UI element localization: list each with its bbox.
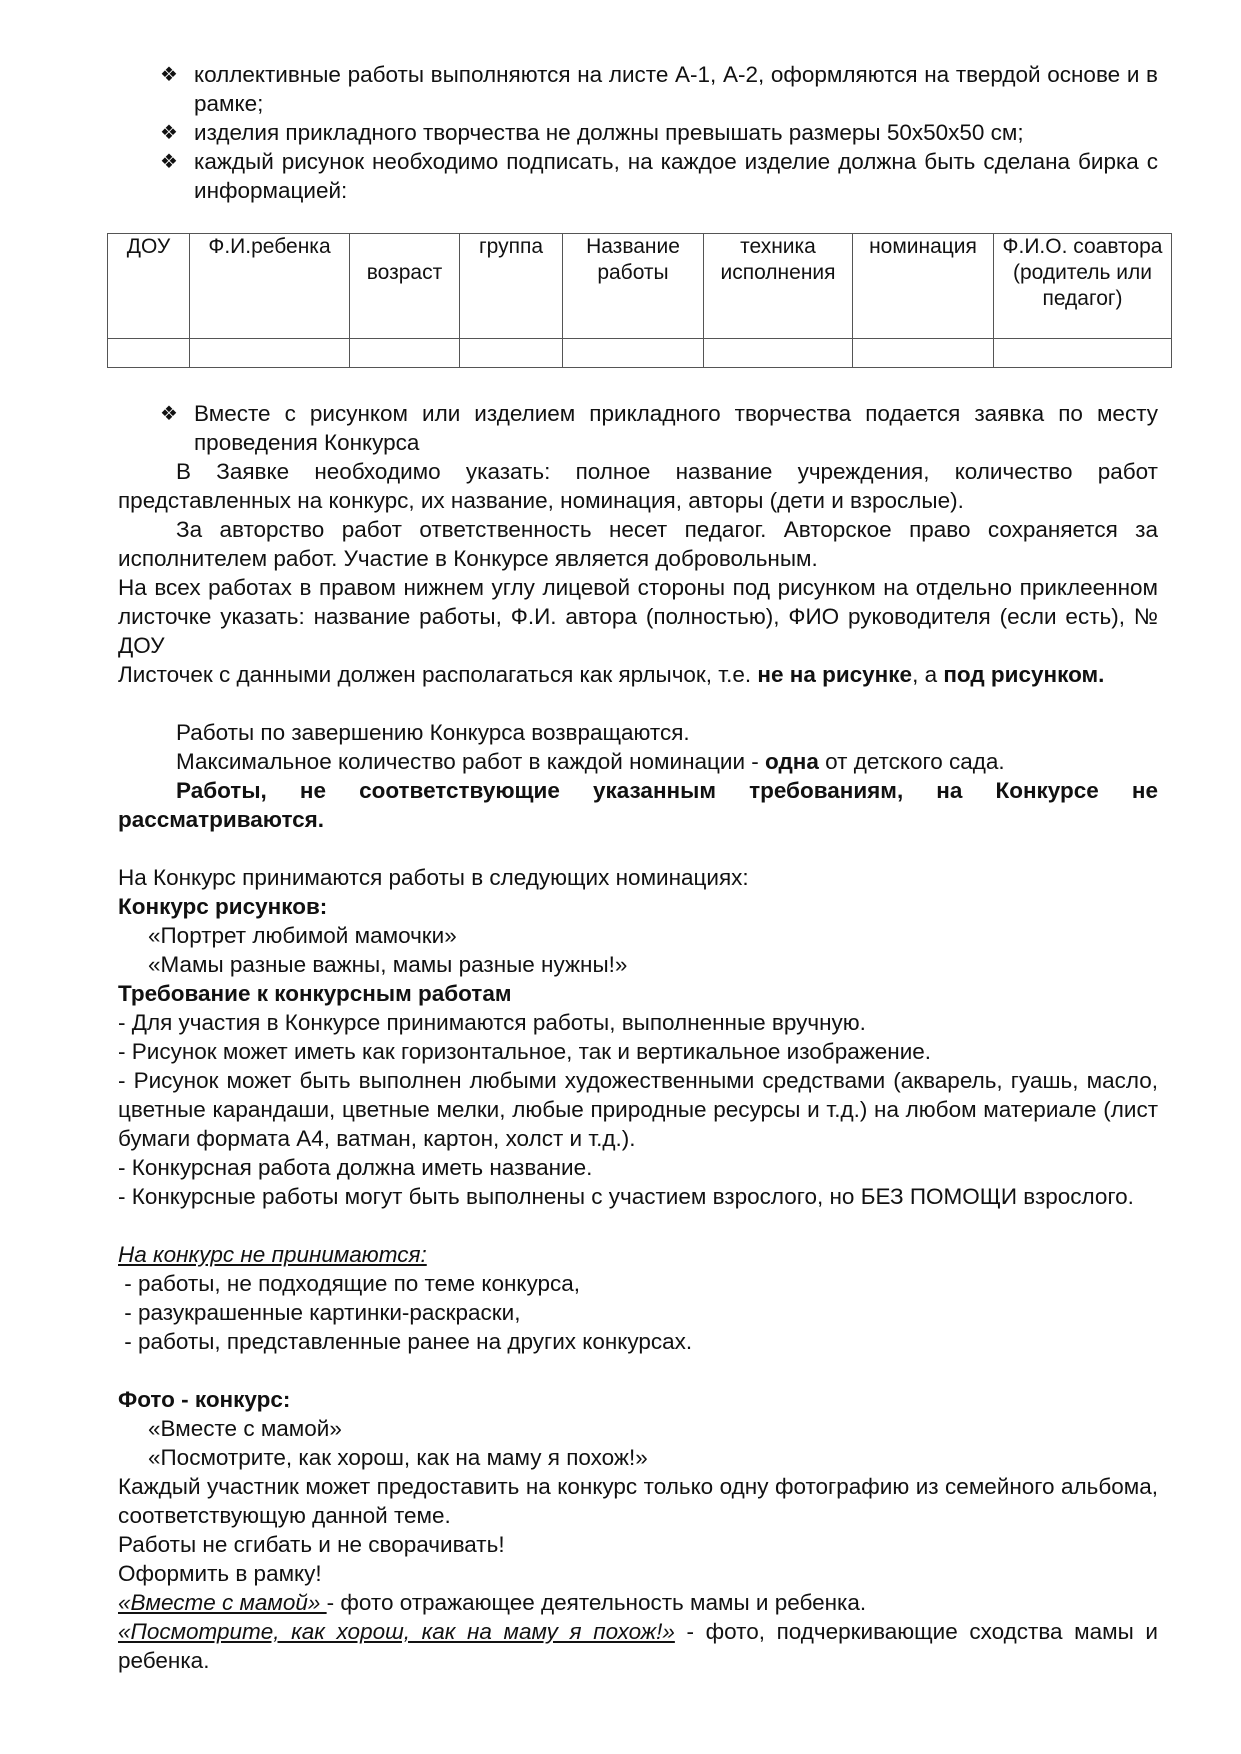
table-cell <box>853 339 994 368</box>
requirement-item: - Рисунок может иметь как горизонтальное, так и вертикальное изображение. <box>118 1039 932 1064</box>
paragraph-authorship: За авторство работ ответственность несет педагог. Авторское право сохраняется за исполнителем работ. Участие в Конкурсе является добровольным. <box>118 517 1158 571</box>
max-text: от детского сада. <box>818 749 1005 774</box>
paragraph-return: Работы по завершению Конкурса возвращаются. <box>176 720 690 745</box>
photo-contest-heading: Фото - конкурс: <box>118 1387 291 1412</box>
paragraph-application: В Заявке необходимо указать: полное название учреждения, количество работ представленных на конкурс, их название, номинация, авторы (дети и взрослые). <box>118 459 1158 513</box>
bullet-item <box>152 60 1158 118</box>
theme-title: «Вместе с мамой» <box>118 1590 327 1615</box>
photo-theme: «Посмотрите, как хорош, как на маму я похож!» <box>148 1445 648 1470</box>
table-row <box>108 339 1172 368</box>
requirement-item: - Для участия в Конкурсе принимаются работы, выполненные вручную. <box>118 1010 866 1035</box>
theme-text: - фото отражающее деятельность мамы и ребенка. <box>326 1590 867 1615</box>
theme-text: - фото, подчеркивающие сходства мамы и ребенка. <box>118 1619 1158 1673</box>
max-emphasis: одна <box>765 749 819 774</box>
not-accepted-item: - разукрашенные картинки-раскраски, <box>118 1300 521 1325</box>
table-header-cell: группа <box>460 234 563 339</box>
photo-theme-description <box>118 1588 1158 1617</box>
requirement-item: - Конкурсная работа должна иметь название. <box>118 1155 593 1180</box>
table-header-cell: Название работы <box>563 234 704 339</box>
table-cell <box>704 339 853 368</box>
not-accepted-item: - работы, представленные ранее на других конкурсах. <box>118 1329 693 1354</box>
table-cell <box>190 339 350 368</box>
theme-title: «Посмотрите, как хорош, как на маму я похож!» <box>118 1619 675 1644</box>
not-accepted-item: - работы, не подходящие по теме конкурса, <box>118 1271 581 1296</box>
table-header-cell: возраст <box>350 234 460 339</box>
four-diamond-bullet-icon: ❖ <box>160 149 178 173</box>
photo-theme-description <box>118 1617 1158 1675</box>
photo-paragraph: Каждый участник может предоставить на конкурс только одну фотографию из семейного альбома, соответствующую данной теме. <box>118 1474 1158 1528</box>
four-diamond-bullet-icon: ❖ <box>160 120 178 144</box>
bullet-text: каждый рисунок необходимо подписать, на каждое изделие должна быть сделана бирка с информацией: <box>194 149 1158 203</box>
bullet-text: изделия прикладного творчества не должны превышать размеры 50х50х50 см; <box>194 120 1024 145</box>
table-header-cell: Ф.И.ребенка <box>190 234 350 339</box>
bullet-text: Вместе с рисунком или изделием прикладного творчества подается заявка по месту проведения Конкурса <box>194 401 1158 455</box>
bullet-item <box>152 399 1158 457</box>
bullet-item <box>152 147 1158 205</box>
sticker-text: Листочек с данными должен располагаться как ярлычок, т.е. <box>118 662 758 687</box>
nominations-intro: На Конкурс принимаются работы в следующих номинациях: <box>118 865 749 890</box>
drawing-theme: «Мамы разные важны, мамы разные нужны!» <box>148 952 628 977</box>
table-header-row <box>108 234 1172 339</box>
not-accepted-heading: На конкурс не принимаются: <box>118 1242 427 1267</box>
paragraph-sticker <box>118 660 1158 689</box>
table-cell <box>563 339 704 368</box>
requirement-item: - Рисунок может быть выполнен любыми художественными средствами (акварель, гуашь, масло, цветные карандаши, цветные мелки, любые природные ресурсы и т.д.) на любом материале (лист бумаги формата А4, ватман, картон, холст и т.д.). <box>118 1068 1158 1151</box>
sticker-emphasis: не на рисунке <box>757 662 913 687</box>
label-info-table <box>107 233 1172 368</box>
photo-theme: «Вместе с мамой» <box>148 1416 342 1441</box>
bullet-text: коллективные работы выполняются на листе А-1, А-2, оформляются на твердой основе и в рамке; <box>194 62 1158 116</box>
bullet-item <box>152 118 1158 147</box>
drawing-theme: «Портрет любимой мамочки» <box>148 923 457 948</box>
sticker-text: , а <box>912 662 944 687</box>
table-header-cell: номинация <box>853 234 994 339</box>
paragraph-max-works <box>118 747 1158 776</box>
drawing-contest-heading: Конкурс рисунков: <box>118 894 328 919</box>
four-diamond-bullet-icon: ❖ <box>160 62 178 86</box>
max-text: Максимальное количество работ в каждой номинации - <box>176 749 766 774</box>
photo-paragraph: Оформить в рамку! <box>118 1561 322 1586</box>
sticker-emphasis: под рисунком. <box>943 662 1105 687</box>
table-cell <box>350 339 460 368</box>
requirements-heading: Требование к конкурсным работам <box>118 981 512 1006</box>
table-cell <box>460 339 563 368</box>
requirement-item: - Конкурсные работы могут быть выполнены с участием взрослого, но БЕЗ ПОМОЩИ взрослого. <box>118 1184 1134 1209</box>
table-header-cell: техника исполнения <box>704 234 853 339</box>
table-header-cell: ДОУ <box>108 234 190 339</box>
four-diamond-bullet-icon: ❖ <box>160 401 178 425</box>
paragraph-rejection: Работы, не соответствующие указанным требованиям, на Конкурсе не рассматриваются. <box>118 778 1158 832</box>
table-cell <box>108 339 190 368</box>
table-header-cell: Ф.И.О. соавтора (родитель или педагог) <box>994 234 1172 339</box>
paragraph-label-placement: На всех работах в правом нижнем углу лицевой стороны под рисунком на отдельно приклеенном листочке указать: название работы, Ф.И. автора (полностью), ФИО руководителя (если есть), № ДОУ <box>118 575 1158 658</box>
table-cell <box>994 339 1172 368</box>
photo-paragraph: Работы не сгибать и не сворачивать! <box>118 1532 505 1557</box>
